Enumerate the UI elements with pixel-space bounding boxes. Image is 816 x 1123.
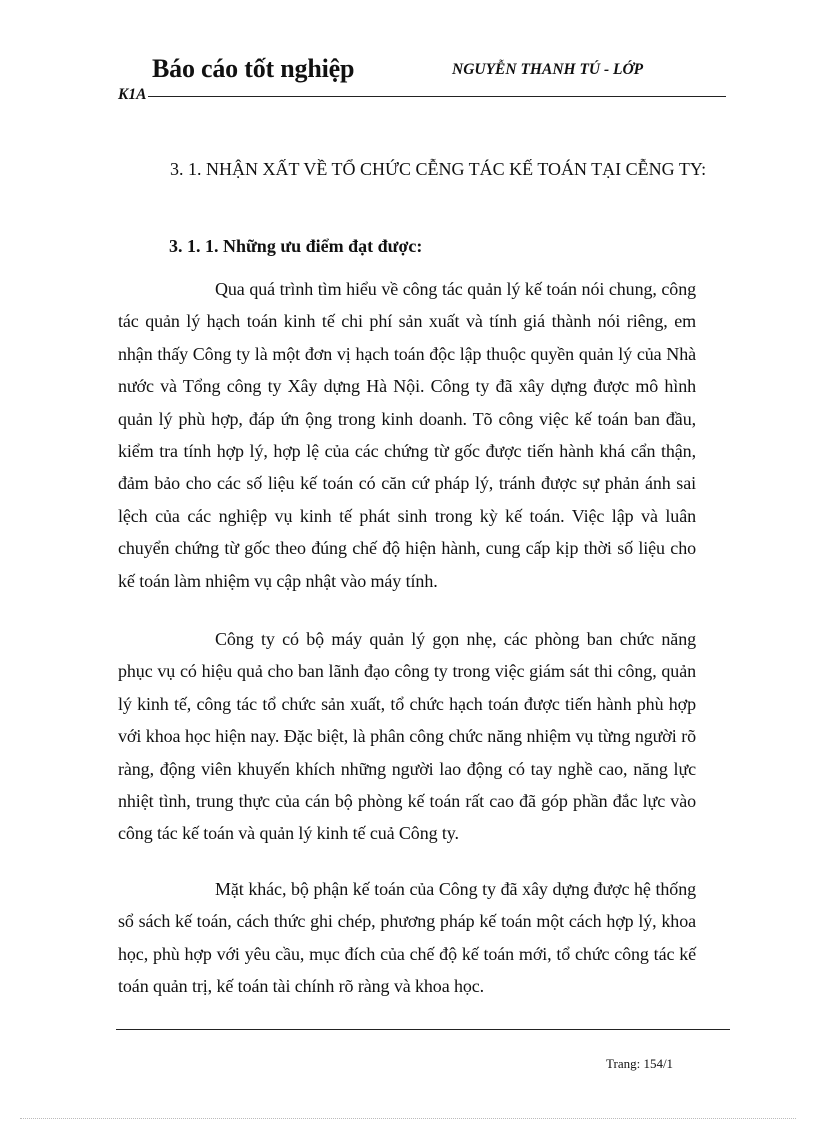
class-code: K1A — [118, 86, 147, 103]
paragraph-1: Qua quá trình tìm hiểu về công tác quản lý kế toán nói chung, công tác quản lý hạch toán kinh tế chi phí sản xuất và tính giá thành nói riêng, em nhận thấy Công ty là một đơn vị hạch toán độc lập thuộc quyền quản lý của Nhà nước và Tổng công ty Xây dựng Hà Nội. Công ty đã xây dựng được mô hình quản lý phù hợp, đáp ứn ộng trong kinh doanh. Tõ công việc kế toán ban đầu, kiểm tra tính hợp lý, hợp lệ của các chứng từ gốc được tiến hành khá cẩn thận, đảm bảo cho các số liệu kế toán có căn cứ pháp lý, tránh được sự phản ánh sai lệch của các nghiệp vụ kinh tế phát sinh trong kỳ kế toán. Việc lập và luân chuyển chứng từ gốc theo đúng chế độ hiện hành, cung cấp kịp thời số liệu cho kế toán làm nhiệm vụ cập nhật vào máy tính. — [118, 279, 696, 591]
footer-divider — [116, 1029, 730, 1030]
paragraph-3: Mặt khác, bộ phận kế toán của Công ty đã xây dựng được hệ thống sổ sách kế toán, cách thức ghi chép, phương pháp kế toán một cách hợp lý, khoa học, phù hợp với yêu cầu, mục đích của chế độ kế toán mới, tổ chức công tác kế toán quản trị, kế toán tài chính rõ ràng và khoa học. — [118, 879, 696, 997]
author-name: NGUYỄN THANH TÚ - LỚP — [452, 61, 644, 78]
report-title: Báo cáo tốt nghiệp — [152, 54, 355, 83]
header-divider — [148, 96, 726, 97]
subsection-heading: 3. 1. 1. Những ưu điểm đạt được: — [169, 236, 423, 256]
paragraph-2: Công ty có bộ máy quản lý gọn nhẹ, các phòng ban chức năng phục vụ có hiệu quả cho ban lãnh đạo công ty trong việc giám sát thi công, quản lý kinh tế, công tác tổ chức sản xuất, tổ chức hạch toán được tiến hành phù hợp với khoa học hiện nay. Đặc biệt, là phân công chức năng nhiệm vụ từng người rõ ràng, động viên khuyến khích những người lao động có tay nghề cao, năng lực nhiệt tình, trung thực của cán bộ phòng kế toán rất cao đã góp phần đắc lực vào công tác kế toán và quản lý kinh tế cuả Công ty. — [118, 629, 696, 844]
page-edge-dots — [20, 1118, 796, 1119]
section-heading: 3. 1. NHẬN XẤT VỀ TỔ CHỨC CỄNG TÁC KẾ TOÁN TẠI CỄNG TY: — [170, 159, 707, 179]
page-number: Trang: 154/1 — [606, 1056, 674, 1071]
